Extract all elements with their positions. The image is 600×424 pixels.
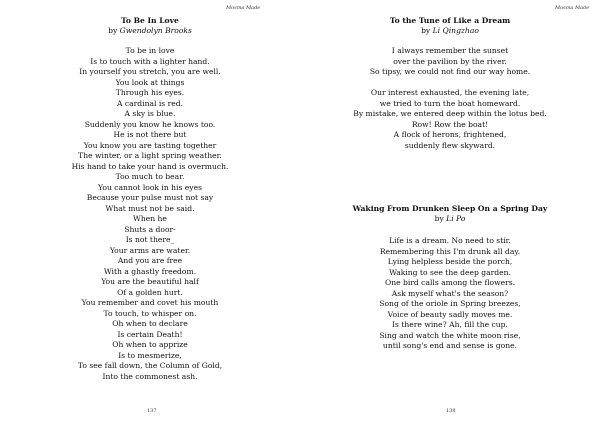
page-number: 138 (446, 408, 456, 414)
running-head: Mosma Made (226, 5, 261, 11)
poem-line: I always remember the sunset (391, 46, 509, 55)
poem-line: Is to mesmerize, (118, 350, 182, 360)
poem-line: Suddenly you know he knows too. (84, 119, 216, 129)
poem-line: Oh when to declare (112, 319, 188, 328)
poem-title: Waking From Drunken Sleep On a Spring Day (352, 204, 548, 213)
poem-line: Song of the oriole in Spring breezes, (379, 299, 521, 308)
poem-stanza-2 (300, 88, 600, 151)
poem-line: Waking to see the deep garden. (389, 267, 511, 277)
byline-by: by (108, 26, 118, 35)
poem-line: Lying helpless beside the porch, (387, 257, 513, 266)
poem-line: To touch, to whisper on. (103, 308, 197, 318)
poem-body (0, 46, 300, 382)
poem-line: over the pavilion by the river. (393, 56, 507, 66)
right-page (300, 0, 600, 424)
poem-line: Sing and watch the white moon rise, (379, 330, 521, 340)
poem-line: Too much to bear. (115, 172, 185, 181)
poem-line: Through his eyes. (115, 88, 185, 97)
poem-line: Is certain Death! (117, 329, 183, 339)
poem-line: we tried to turn the boat homeward. (379, 98, 521, 108)
poem-byline (300, 214, 600, 224)
poem-to-be-in-love (0, 15, 300, 382)
poem-line: Remembering this I'm drunk all day. (379, 246, 521, 256)
poem-byline (300, 26, 600, 36)
poem-line: Is not there_ (125, 235, 175, 244)
poem-line: Row! Row the boat! (411, 119, 489, 129)
poem-line: You look at things (115, 77, 185, 87)
poem-line: By mistake, we entered deep within the lotus bed. (353, 109, 547, 118)
poem-line: Life is a dream. No need to stir. (389, 236, 511, 245)
poem-line: Is to touch with a lighter hand. (90, 56, 210, 66)
poem-line: A flock of herons, frightened, (393, 130, 507, 139)
poem-stanza-1 (300, 46, 600, 78)
poem-title: To Be In Love (121, 16, 179, 25)
poem-line: You know you are tasting together (83, 140, 217, 150)
poem-line: Our interest exhausted, the evening late, (370, 88, 530, 97)
poem-line: You remember and covet his mouth (81, 298, 219, 307)
poem-line: Of a golden hurt. (117, 287, 183, 297)
poem-waking-from-drunken-sleep (300, 203, 600, 352)
poem-line: In yourself you stretch, you are well. (79, 67, 221, 76)
poem-line: Ask myself what's the season? (391, 288, 509, 298)
poem-line: With a ghastly freedom. (103, 266, 197, 276)
poem-author: Li Qingzhao (432, 26, 479, 35)
poem-line: So tipsy, we could not find our way home. (369, 67, 531, 76)
poem-line: You cannot look in his eyes (98, 182, 202, 192)
poem-line: You are the beautiful half (101, 277, 199, 286)
byline-by: by (421, 26, 431, 35)
poem-line: What must not be said. (105, 203, 195, 213)
page-number: 137 (147, 408, 157, 414)
poem-line: Because your pulse must not say (86, 193, 214, 202)
poem-line: When he (133, 214, 167, 223)
poem-line: until song's end and sense is gone. (382, 341, 518, 350)
poem-line: Voice of beauty sadly moves me. (387, 309, 513, 319)
poem-author: Gwendolyn Brooks (119, 26, 192, 35)
poem-line: Is there wine? Ah, fill the cup. (392, 320, 508, 329)
poem-byline (0, 26, 300, 36)
poem-line: A cardinal is red. (117, 98, 183, 108)
poem-like-a-dream (300, 15, 600, 151)
poem-line: He is not there but (113, 130, 187, 139)
poem-body (300, 236, 600, 352)
running-head: Mosma Made (555, 5, 590, 11)
poem-line: Into the commonest ash. (102, 371, 198, 381)
poem-line: To be in love (125, 46, 175, 55)
poem-title: To the Tune of Like a Dream (389, 16, 511, 25)
poem-line: Oh when to apprize (112, 340, 188, 349)
poem-line: To see fall down, the Column of Gold, (77, 361, 223, 370)
poem-line: suddenly flew skyward. (404, 140, 496, 150)
poem-line: Your arms are water. (109, 245, 191, 255)
poem-line: His hand to take your hand is overmuch. (71, 161, 229, 171)
byline-by: by (434, 214, 444, 223)
poem-line: And you are free (117, 256, 183, 265)
poem-line: A sky is blue. (124, 109, 176, 118)
poem-line: The winter, or a light spring weather. (78, 151, 222, 160)
poem-line: One bird calls among the flowers. (384, 278, 516, 287)
poem-line: Shuts a door- (124, 224, 176, 234)
poem-author: Li Po (446, 214, 466, 223)
